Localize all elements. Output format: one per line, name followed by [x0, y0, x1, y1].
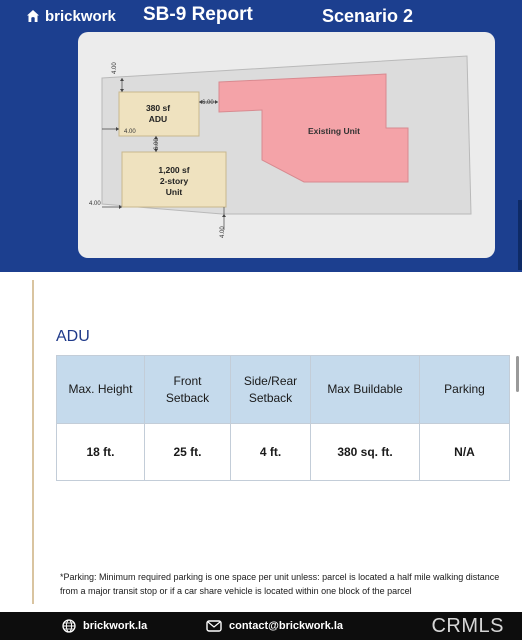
parking-footnote: *Parking: Minimum required parking is one space per unit unless: parcel is located a half mile walking distance from a major transit stop or if a car share vehicle is located within one block of the parcel [60, 572, 500, 596]
site-plan-diagram [78, 32, 495, 258]
column-parking: Parking [420, 356, 510, 424]
report-content [0, 272, 522, 612]
left-accent-rule [32, 280, 34, 604]
column-max-height: Max. Height [57, 356, 145, 424]
cell-parking: N/A [420, 424, 510, 481]
cell-max-height: 18 ft. [57, 424, 145, 481]
footer-email[interactable] [206, 619, 343, 633]
cell-max-buildable: 380 sq. ft. [311, 424, 420, 481]
footer-email-text: contact@brickwork.la [229, 620, 344, 632]
brand-name: brickwork [45, 7, 116, 25]
adu-name-label: ADU [148, 114, 168, 124]
scenario-label: Scenario 2 [322, 6, 414, 26]
globe-icon [62, 619, 76, 633]
existing-unit-label: Existing Unit [308, 126, 360, 136]
dim-label-adu-gap: 6.00 [202, 100, 214, 106]
unit-name-label: Unit [165, 187, 183, 197]
unit-area-label: 1,200 sf [158, 165, 190, 175]
dim-label-between: 6.00 [154, 138, 160, 150]
footer-website-text: brickwork.la [83, 620, 148, 632]
adu-section-title: ADU [56, 328, 90, 345]
cell-front-setback: 25 ft. [145, 424, 231, 481]
column-side-rear-setback-label: Side/Rear Setback [243, 373, 298, 405]
crmls-watermark: CRMLS [431, 615, 504, 637]
table-row [57, 424, 510, 481]
column-max-buildable: Max Buildable [311, 356, 420, 424]
site-plan-card [78, 32, 495, 258]
report-title: SB-9 Report [143, 4, 253, 25]
house-logo-icon [26, 9, 40, 23]
header-scroll-indicator [518, 200, 522, 270]
cell-side-rear-setback: 4 ft. [231, 424, 311, 481]
scrollbar-thumb[interactable] [516, 356, 519, 392]
column-front-setback-label: Front Setback [165, 373, 210, 405]
report-header [0, 0, 522, 272]
column-side-rear-setback [231, 356, 311, 424]
dim-label-unit-side: 4.00 [89, 201, 101, 207]
adu-area-label: 380 sf [145, 103, 171, 113]
table-header-row [57, 356, 510, 424]
unit-stories-label: 2-story [159, 176, 189, 186]
mail-icon [206, 619, 222, 633]
adu-spec-table [56, 355, 510, 481]
dim-label-rear: 4.00 [220, 226, 226, 238]
column-front-setback [145, 356, 231, 424]
dim-label-top: 4.00 [112, 62, 118, 74]
brand-logo [26, 6, 116, 26]
footer-website[interactable] [62, 619, 147, 633]
dim-label-adu-side: 4.00 [124, 129, 136, 135]
